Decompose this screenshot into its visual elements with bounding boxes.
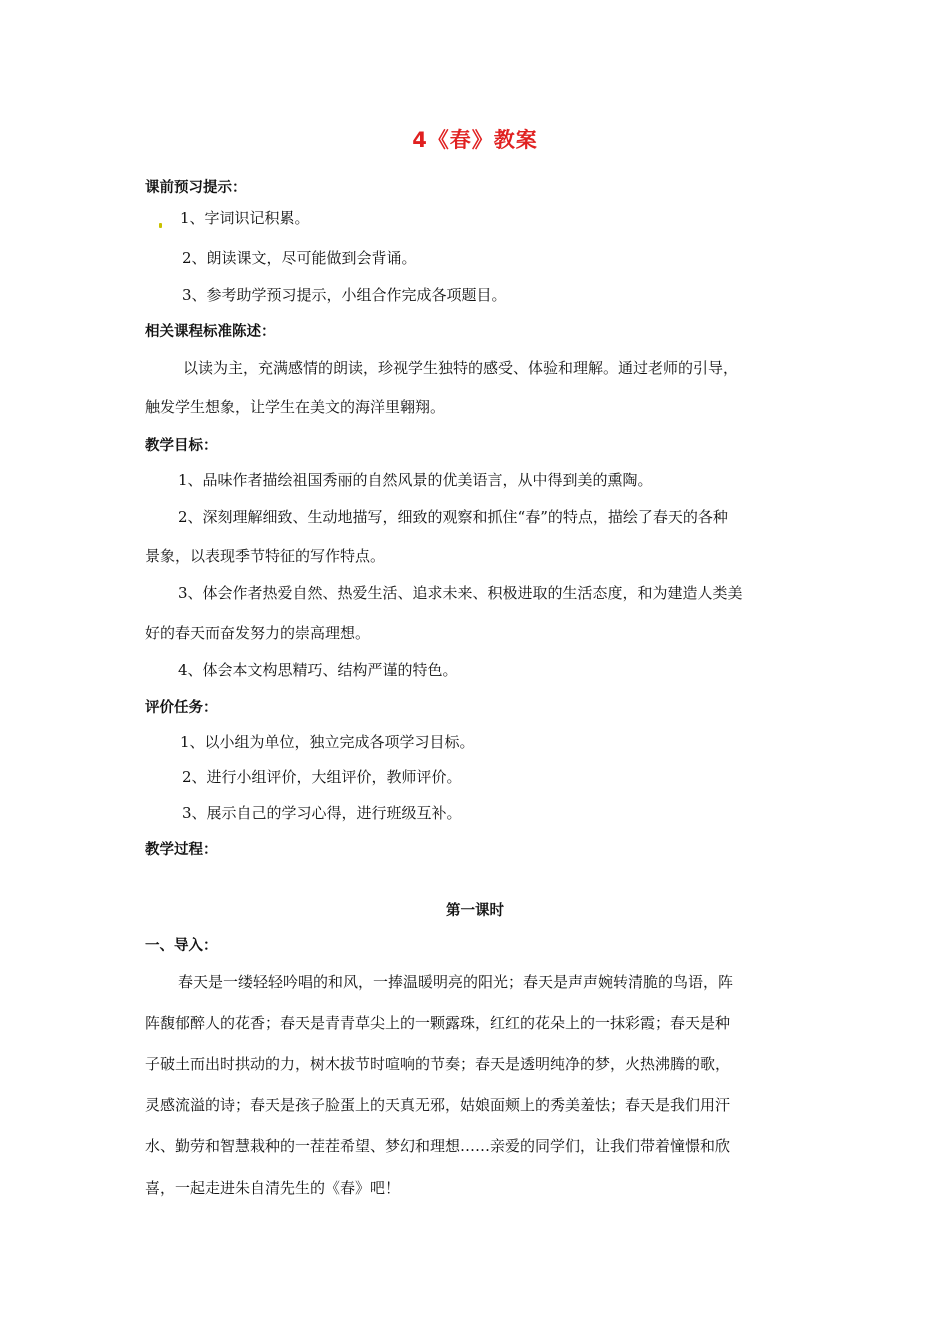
process-heading: 教学过程：: [145, 842, 218, 858]
goal-line: 2、深刻理解细致、生动地描写，细致的观察和抓住“春”的特点，描绘了春天的各种: [178, 508, 728, 526]
preview-item: 2、朗读课文，尽可能做到会背诵。: [182, 249, 417, 267]
goal-line: 好的春天而奋发努力的崇高理想。: [145, 624, 371, 642]
goal-line: 景象，以表现季节特征的写作特点。: [145, 547, 386, 565]
document-title: 4《春》教案: [412, 128, 538, 152]
standard-line: 以读为主，充满感情的朗读，珍视学生独特的感受、体验和理解。通过老师的引导，: [183, 359, 739, 377]
evaluation-item: 3、展示自己的学习心得，进行班级互补。: [182, 804, 462, 822]
lesson-heading: 第一课时: [446, 903, 504, 919]
preview-item: 1、字词识记积累。: [180, 209, 310, 227]
goal-line: 4、体会本文构思精巧、结构严谨的特色。: [178, 661, 458, 679]
evaluation-item: 1、以小组为单位，独立完成各项学习目标。: [180, 733, 475, 751]
preview-item: 3、参考助学预习提示，小组合作完成各项题目。: [182, 286, 507, 304]
standard-line: 触发学生想象，让学生在美文的海洋里翱翔。: [145, 398, 446, 416]
intro-line: 阵馥郁醉人的花香；春天是青青草尖上的一颗露珠，红红的花朵上的一抹彩霞；春天是种: [145, 1014, 731, 1032]
intro-line: 子破土而出时拱动的力，树木拔节时喧响的节奏；春天是透明纯净的梦，火热沸腾的歌，: [145, 1055, 731, 1073]
goal-line: 3、体会作者热爱自然、热爱生活、追求未来、积极进取的生活态度，和为建造人类美: [178, 584, 743, 602]
preview-heading: 课前预习提示：: [145, 180, 247, 196]
goal-line: 1、品味作者描绘祖国秀丽的自然风景的优美语言，从中得到美的熏陶。: [178, 471, 653, 489]
intro-heading: 一、导入：: [145, 938, 218, 954]
intro-line: 喜，一起走进朱自清先生的《春》吧！: [145, 1179, 401, 1197]
goals-heading: 教学目标：: [145, 438, 218, 454]
intro-line: 灵感流溢的诗；春天是孩子脸蛋上的天真无邪，姑娘面颊上的秀美羞怯；春天是我们用汗: [145, 1096, 731, 1114]
intro-line: 水、勤劳和智慧栽种的一茬茬希望、梦幻和理想……亲爱的同学们，让我们带着憧憬和欣: [145, 1137, 731, 1155]
intro-line: 春天是一缕轻轻吟唱的和风，一捧温暖明亮的阳光；春天是声声婉转清脆的鸟语，阵: [178, 973, 734, 991]
evaluation-heading: 评价任务：: [145, 700, 218, 716]
highlight-mark: [159, 223, 162, 228]
standard-heading: 相关课程标准陈述：: [145, 324, 276, 340]
evaluation-item: 2、进行小组评价，大组评价，教师评价。: [182, 768, 462, 786]
